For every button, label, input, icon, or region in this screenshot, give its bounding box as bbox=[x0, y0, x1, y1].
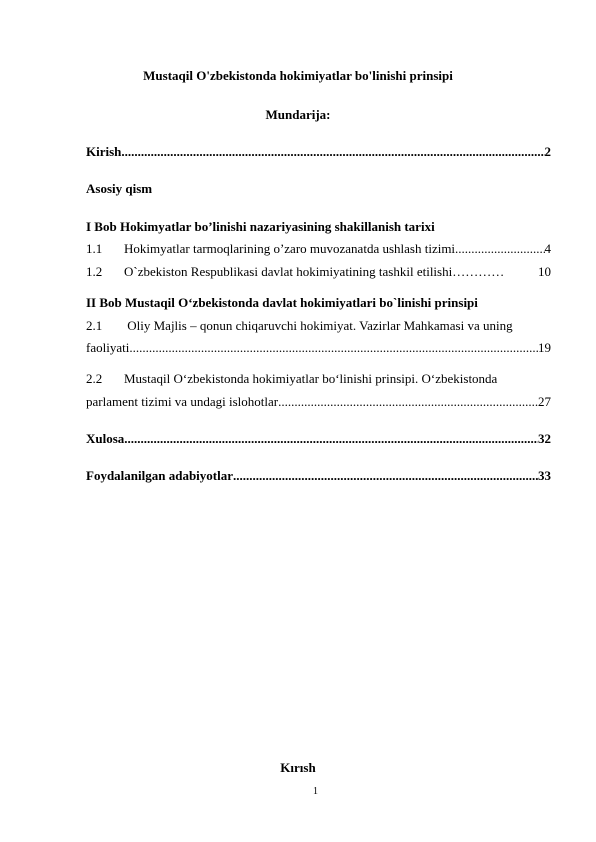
toc-entry-2-2-cont bbox=[86, 394, 551, 410]
toc-page-number: 2 bbox=[544, 144, 551, 159]
dot-leader bbox=[121, 144, 544, 160]
toc-entry-number: 2.1 bbox=[86, 318, 103, 333]
toc-entry-label: Xulosa bbox=[86, 431, 125, 446]
toc-page-number: 10 bbox=[538, 264, 551, 279]
toc-entry-1-1 bbox=[86, 241, 551, 257]
toc-chapter-1: I Bob Hokimyatlar bo’linishi nazariyasining shakillanish tarixi bbox=[86, 219, 435, 234]
toc-entry-label: Oliy Majlis – qonun chiqaruvchi hokimiyat. Vazirlar Mahkamasi va uning bbox=[124, 318, 513, 333]
page-number: 1 bbox=[313, 786, 318, 797]
toc-entry-label: Mustaqil O‘zbekistonda hokimiyatlar bo‘linishi prinsipi. O‘zbekistonda bbox=[124, 371, 498, 386]
toc-page-number: 33 bbox=[538, 468, 551, 483]
toc-entry-label: O`zbekiston Respublikasi davlat hokimiyatining tashkil etilishi bbox=[124, 264, 453, 279]
toc-page-number: 32 bbox=[538, 431, 551, 446]
toc-section-asosiy: Asosiy qism bbox=[86, 181, 153, 196]
toc-entry-2-1-cont bbox=[86, 340, 551, 356]
toc-page-number: 27 bbox=[538, 394, 551, 409]
toc-heading: Mundarija: bbox=[265, 107, 331, 122]
toc-entry-number: 1.1 bbox=[86, 241, 103, 256]
toc-entry-label-cont: faoliyati bbox=[86, 340, 130, 355]
toc-page-number: 4 bbox=[544, 241, 551, 256]
toc-entry-label: Kirish bbox=[86, 144, 122, 159]
toc-entry-leader: ………… bbox=[452, 264, 505, 279]
toc-entry-kirish bbox=[86, 144, 551, 160]
toc-entry-number: 2.2 bbox=[86, 371, 103, 386]
toc-entry-adabiyotlar bbox=[86, 468, 551, 484]
toc-entry-2-1 bbox=[86, 318, 551, 334]
dot-leader bbox=[124, 431, 538, 447]
toc-entry-label: Foydalanilgan adabiyotlar bbox=[86, 468, 233, 483]
toc-entry-2-2 bbox=[86, 371, 551, 387]
toc-page-number: 19 bbox=[538, 340, 551, 355]
dot-leader bbox=[233, 468, 538, 484]
toc-entry-xulosa bbox=[86, 431, 551, 447]
toc-entry-label: Hokimyatlar tarmoqlarining o’zaro muvozanatda ushlash tizimi bbox=[124, 241, 456, 256]
dot-leader bbox=[129, 340, 538, 356]
dot-leader bbox=[455, 241, 544, 257]
toc-entry-label-cont: parlament tizimi va undagi islohotlar bbox=[86, 394, 279, 409]
dot-leader bbox=[278, 394, 538, 410]
toc-chapter-2: II Bob Mustaqil O‘zbekistonda davlat hokimiyatlari bo`linishi prinsipi bbox=[86, 295, 478, 310]
toc-entry-1-2 bbox=[86, 264, 551, 280]
toc-entry-number: 1.2 bbox=[86, 264, 103, 279]
footer-heading: Kırısh bbox=[280, 760, 316, 775]
document-title: Mustaqil O'zbekistonda hokimiyatlar bo'linishi prinsipi bbox=[143, 68, 453, 83]
